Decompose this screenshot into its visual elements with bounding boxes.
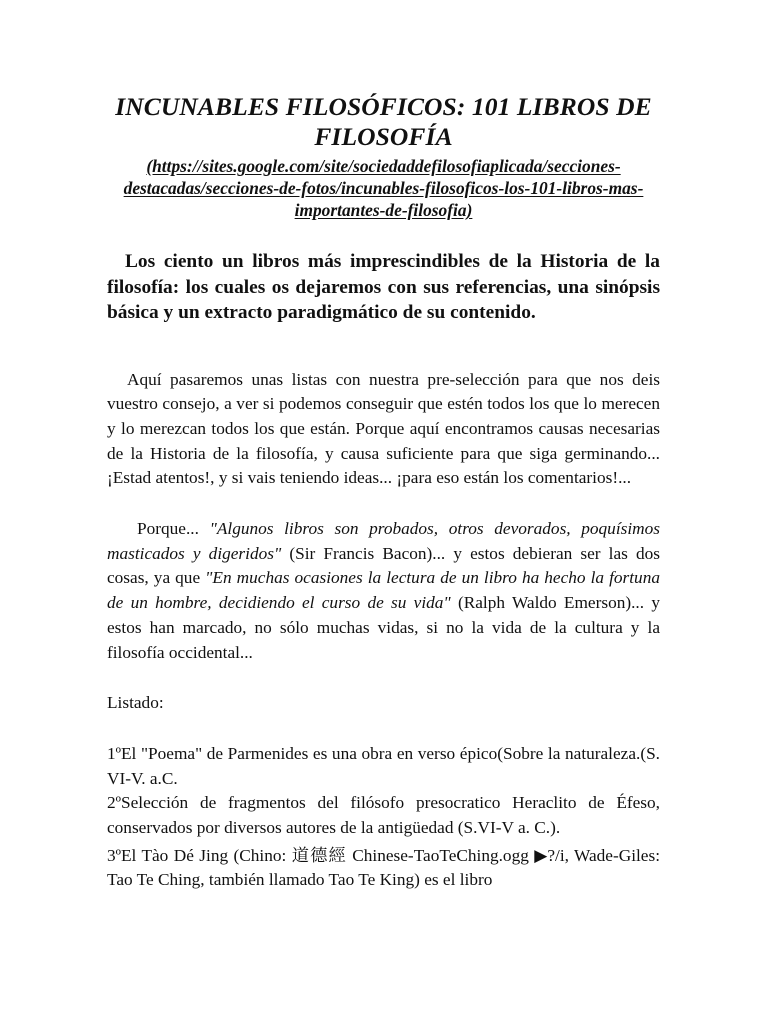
document-page [107, 92, 660, 893]
listing-label: Listado: [107, 693, 164, 713]
intro-paragraph: Aquí pasaremos unas listas con nuestra pre-selección para que nos deis vuestro consejo, a ver si podemos conseguir que estén todos los que lo merecen y lo merezcan todos los que están. Porque aquí encontramos causas necesarias de la Historia de la filosofía, y causa suficiente para que siga germinando... ¡Estad atentos!, y si vais teniendo ideas... ¡para eso están los comentarios!... [107, 369, 660, 488]
lead-paragraph: Los ciento un libros más imprescindibles de la Historia de la filosofía: los cuales os dejaremos con sus referencias, una sinópsis básica y un extracto paradigmático de su contenido. [107, 251, 660, 323]
quote-paragraph [107, 517, 660, 665]
play-icon[interactable]: ▶ [534, 845, 548, 865]
list-item: 2ºSelección de fragmentos del filósofo presocratico Heraclito de Éfeso, conservados por diversos autores de la antigüedad (S.VI-V a. C.). [107, 793, 660, 838]
emerson-quote: "En muchas ocasiones la lectura de un libro ha hecho la fortuna de un hombre, decidiendo el curso de su vida" [107, 568, 660, 613]
list-item [107, 844, 660, 893]
quote-connector: (Sir Francis Bacon)... y estos debieran ser las dos cosas, ya que [107, 543, 660, 588]
book-list [107, 742, 660, 893]
quote-ending: (Ralph Waldo Emerson)... y estos han marcado, no sólo muchas vidas, si no la vida de la cultura y la filosofía occidental... [107, 593, 660, 662]
source-link[interactable]: (https://sites.google.com/site/sociedaddefilosofiaplicada/secciones-destacadas/secciones-de-fotos/incunables-filosoficos-los-101-libros-mas-importantes-de-filosofia) [123, 156, 644, 220]
list-item: 1ºEl "Poema" de Parmenides es una obra en verso épico(Sobre la naturaleza.(S. VI-V. a.C. [107, 743, 660, 788]
quote-lead-in: Porque... [137, 519, 210, 539]
list-item-3-start: 3ºEl Tào Dé Jing (Chino: 道德經 Chinese-TaoTeChing.ogg [107, 845, 535, 865]
list-item-3-end: ?/i, Wade-Giles: Tao Te Ching, también llamado Tao Te King) es el libro [107, 845, 660, 890]
bacon-quote: "Algunos libros son probados, otros devorados, poquísimos masticados y digeridos" [107, 519, 660, 563]
page-title: INCUNABLES FILOSÓFICOS: 101 LIBROS DE FILOSOFÍA [115, 92, 652, 151]
